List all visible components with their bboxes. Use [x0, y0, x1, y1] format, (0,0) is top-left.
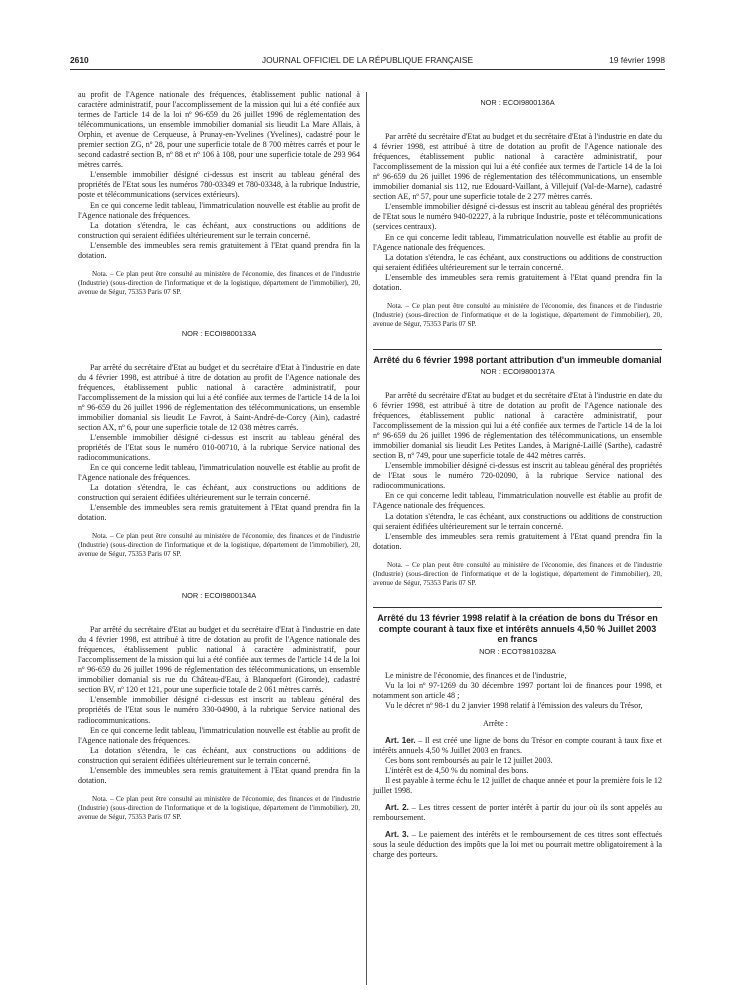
nor-reference: NOR : ECOI9800136A [480, 98, 555, 107]
paragraph: L'ensemble des immeubles sera remis gratuitement à l'Etat quand prendra fin la dotation. [78, 765, 360, 785]
right-column [373, 98, 662, 860]
paragraph: Vu le décret nº 98-1 du 2 janvier 1998 relatif à l'émission des valeurs du Trésor, [385, 700, 643, 710]
paragraph: au profit de l'Agence nationale des fréquences, établissement public national à caractère administratif, pour l'accomplissement de la mission qui lui a été confiée aux termes de l'article 14 de la loi nº 96-659 du 26 juillet 1996 de réglementation des télécommunications, un ensemble immobilier domanial sis lieudit La Mare Allais, à Orphin, et avenue de Cerqueuse, à Prunay-en-Yvelines (Yvelines), cadastré pour le premier section ZG, nº 28, pour une superficie totale de 8 700 mètres carrés et pour le second cadastré section B, nº 88 et nº 106 à 108, pour une superficie totale de 293 964 mètres carrés. [78, 90, 360, 170]
paragraph: En ce qui concerne ledit tableau, l'immatriculation nouvelle est établie au profit de l'Agence nationale des fréquences. [78, 725, 360, 745]
paragraph: En ce qui concerne ledit tableau, l'immatriculation nouvelle est établie au profit de l'Agence nationale des fréquences. [373, 232, 662, 252]
paragraph: La dotation s'étendra, le cas échéant, aux constructions ou additions de construction qui seraient édifiées ultérieurement sur le terrain concerné. [373, 511, 662, 531]
article-label: Art. 2. [385, 803, 409, 813]
paragraph: En ce qui concerne ledit tableau, l'immatriculation nouvelle est établie au profit de l'Agence nationale des fréquences. [373, 491, 662, 511]
column-divider [366, 92, 367, 985]
nota: Nota. – Ce plan peut être consulté au ministère de l'économie, des finances et de l'industrie (Industrie) (sous-direction de l'informatique et de la logistique, département de l'immobilier), 20, avenue de Ségur, 75353 Paris 07 SP. [373, 560, 662, 587]
nor-reference: NOR : ECOI9800134A [181, 591, 257, 601]
article-text: – Les titres cessent de porter intérêt à partir du jour où ils sont appelés au remboursement. [373, 803, 662, 823]
page-number: 2610 [70, 55, 89, 65]
paragraph: La dotation s'étendra, le cas échéant, aux constructions ou additions de construction qui seraient édifiées ultérieurement sur le terrain concerné. [78, 745, 360, 765]
paragraph: L'ensemble des immeubles sera remis gratuitement à l'Etat quand prendra fin la dotation. [78, 240, 360, 260]
journal-title: JOURNAL OFFICIEL DE LA RÉPUBLIQUE FRANÇAISE [261, 55, 474, 65]
section-separator [373, 607, 662, 608]
nota: Nota. – Ce plan peut être consulté au ministère de l'économie, des finances et de l'industrie (Industrie) (sous-direction de l'informatique et de la logistique, département de l'immobilier), 20, avenue de Ségur, 75353 Paris 07 SP. [78, 532, 360, 559]
paragraph: Vu la loi nº 97-1269 du 30 décembre 1997 portant loi de finances pour 1998, et notamment son article 48 ; [373, 680, 662, 700]
paragraph: L'ensemble des immeubles sera remis gratuitement à l'Etat quand prendra fin la dotation. [373, 531, 662, 551]
article-label: Art. 3. [385, 830, 409, 840]
nota: Nota. – Ce plan peut être consulté au ministère de l'économie, des finances et de l'industrie (Industrie) (sous-direction de l'informatique et de la logistique, département de l'immobilier), 20, avenue de Ségur, 75353 Paris 07 SP. [78, 794, 360, 821]
article-label: Art. 1er. [385, 735, 416, 745]
nor-reference: NOR : ECOI9800137A [480, 366, 555, 376]
article-1 [373, 736, 662, 756]
paragraph: La dotation s'étendra, le cas échéant, aux constructions ou additions de construction qui seraient édifiées ultérieurement sur le terrain concerné. [373, 252, 662, 272]
article-3 [373, 830, 662, 860]
paragraph: Il est payable à terme échu le 12 juillet de chaque année et pour la première fois le 12 juillet 1998. [373, 776, 662, 796]
article-2 [373, 803, 662, 823]
paragraph: Par arrêté du secrétaire d'Etat au budget et du secrétaire d'Etat à l'industrie en date du 4 février 1998, est attribué à titre de dotation au profit de l'Agence nationale des fréquences, établissement public national à caractère administratif, pour l'accomplissement de la mission qui lui a été confiée aux termes de l'article 14 de la loi nº 96-659 du 26 juillet 1996 de réglementation des télécommunications, un ensemble immobilier domanial sis lieudit Le Favrot, à Saint-André-de-Corcy (Ain), cadastré section AX, nº 6, pour une superficie totale de 12 038 mètres carrés. [78, 362, 360, 432]
paragraph: Par arrêté du secrétaire d'Etat au budget et du secrétaire d'Etat à l'industrie en date du 4 février 1998, est attribué à titre de dotation au profit de l'Agence nationale des fréquences, établissement public national à caractère administratif, pour l'accomplissement de la mission qui lui a été confiée aux termes de l'article 14 de la loi nº 96-659 du 26 juillet 1996 de réglementation des télécommunications, un ensemble immobilier domanial sis rue du Château-d'Eau, à Blanquefort (Gironde), cadastré section BV, nº 120 et 121, pour une superficie totale de 2 061 mètres carrés. [78, 625, 360, 695]
paragraph: Par arrêté du secrétaire d'Etat au budget et du secrétaire d'Etat à l'industrie en date du 6 février 1998, est attribué à titre de dotation au profit de l'Agence nationale des fréquences, établissement public national à caractère administratif, pour l'accomplissement de la mission qui lui a été confiée aux termes de l'article 14 de la loi nº 96-659 du 26 juillet 1996 de réglementation des télécommunications, un ensemble immobilier domanial sis lieudit Les Petites Landes, à Marigné-Laillé (Sarthe), cadastré section B, nº 749, pour une superficie totale de 442 mètres carrés. [373, 390, 662, 461]
arrete-keyword: Arrête : [483, 718, 508, 728]
paragraph: Le ministre de l'économie, des finances et de l'industrie, [385, 670, 567, 680]
paragraph: La dotation s'étendra, le cas échéant, aux constructions ou additions de construction qui seraient édifiées ultérieurement sur le terrain concerné. [78, 483, 360, 503]
section-separator [373, 349, 662, 350]
paragraph: L'ensemble immobilier désigné ci-dessus est inscrit au tableau général des propriétés de l'Etat sous les numéros 780-03349 et 780-03348, à la rubrique Industrie, poste et télécommunications (services extérieurs). [78, 170, 360, 200]
paragraph: Ces bons sont remboursés au pair le 12 juillet 2003. [385, 756, 553, 766]
arrete-title: Arrêté du 6 février 1998 portant attribution d'un immeuble domanial [373, 354, 662, 365]
paragraph: En ce qui concerne ledit tableau, l'immatriculation nouvelle est établie au profit de l'Agence nationale des fréquences. [78, 463, 360, 483]
nor-reference: NOR : ECOI9800133A [181, 328, 257, 338]
paragraph: En ce qui concerne ledit tableau, l'immatriculation nouvelle est établie au profit de l'Agence nationale des fréquences. [78, 200, 360, 220]
paragraph: L'ensemble des immeubles sera remis gratuitement à l'Etat quand prendra fin la dotation. [373, 272, 662, 292]
paragraph: L'ensemble immobilier désigné ci-dessus est inscrit au tableau général des propriétés de l'Etat sous le numéro 010-00710, à la rubrique Service national des radiocommunications. [78, 432, 360, 462]
arrete-title: Arrêté du 13 février 1998 relatif à la création de bons du Trésor en compte courant à taux fixe et intérêts annuels 4,50 % Juillet 2003 en francs [377, 613, 658, 645]
paragraph: L'ensemble des immeubles sera remis gratuitement à l'Etat quand prendra fin la dotation. [78, 503, 360, 523]
article-text: – Il est créé une ligne de bons du Trésor en compte courant à taux fixe et intérêts annuels 4,50 % Juillet 2003 en francs. [373, 735, 662, 755]
paragraph: L'intérêt est de 4,50 % du nominal des bons. [385, 766, 529, 776]
paragraph: La dotation s'étendra, le cas échéant, aux constructions ou additions de construction qui seraient édifiées ultérieurement sur le terrain concerné. [78, 220, 360, 240]
nota: Nota. – Ce plan peut être consulté au ministère de l'économie, des finances et de l'industrie (Industrie) (sous-direction de l'informatique et de la logistique, département de l'immobilier), 20, avenue de Ségur, 75353 Paris 07 SP. [78, 269, 360, 296]
paragraph: Par arrêté du secrétaire d'Etat au budget et du secrétaire d'Etat à l'industrie en date du 4 février 1998, est attribué à titre de dotation au profit de l'Agence nationale des fréquences, établissement public national à caractère administratif, pour l'accomplissement de la mission qui lui a été confiée aux termes de l'article 14 de la loi nº 96-659 du 26 juillet 1996 de réglementation des télécommunications, un ensemble immobilier domanial sis 112, rue Edouard-Vaillant, à Villejuif (Val-de-Marne), cadastré section AE, nº 57, pour une superficie totale de 2 277 mètres carrés. [373, 132, 662, 202]
left-column [78, 90, 360, 822]
page-header [70, 55, 665, 70]
nota: Nota. – Ce plan peut être consulté au ministère de l'économie, des finances et de l'industrie (Industrie) (sous-direction de l'informatique et de la logistique, département de l'immobilier), 20, avenue de Ségur, 75353 Paris 07 SP. [373, 301, 662, 328]
paragraph: L'ensemble immobilier désigné ci-dessus est inscrit au tableau général des propriétés de l'Etat sous le numéro 330-04900, à la rubrique Service national des radiocommunications. [78, 695, 360, 725]
paragraph: L'ensemble immobilier désigné ci-dessus est inscrit au tableau général des propriétés de l'Etat sous le numéro 720-02090, à la rubrique Service national des radiocommunications. [373, 461, 662, 491]
paragraph: L'ensemble immobilier désigné ci-dessus est inscrit au tableau général des propriétés de l'Etat sous le numéro 940-02227, à la rubrique Industrie, poste et télécommunications (services centraux). [373, 202, 662, 232]
nor-reference: NOR : ECOT9810328A [479, 646, 556, 656]
article-text: – Le paiement des intérêts et le remboursement de ces titres sont effectués sous la seule déduction des impôts que la loi met ou pourrait mettre obligatoirement à la charge des porteurs. [373, 830, 662, 860]
issue-date: 19 février 1998 [609, 55, 665, 65]
